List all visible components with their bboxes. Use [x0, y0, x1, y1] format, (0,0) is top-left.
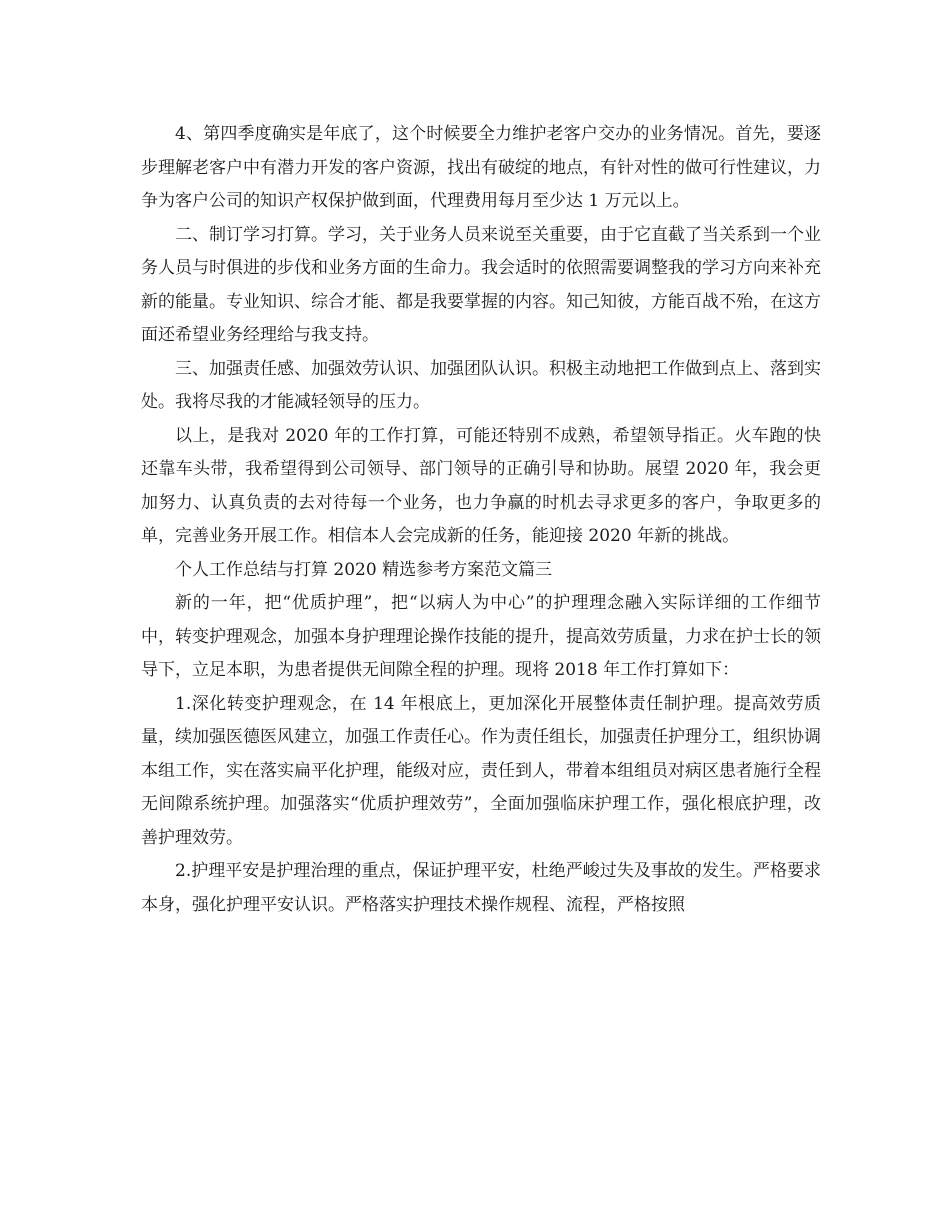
paragraph-new-year-intro: 新的一年，把“优质护理”，把“以病人为中心”的护理理念融入实际详细的工作细节中，转变护理观念，加强本身护理理论操作技能的提升，提高效劳质量，力求在护士长的领导下，立足本职，为患者提供无间隙全程的护理。现将 2018 年工作打算如下： — [141, 593, 821, 680]
paragraph-responsibility: 三、加强责任感、加强效劳认识、加强团队认识。积极主动地把工作做到点上、落到实处。我将尽我的才能减轻领导的压力。 — [141, 358, 821, 412]
paragraph-item-2: 2.护理平安是护理治理的重点，保证护理平安，杜绝严峻过失及事故的发生。严格要求本身，强化护理平安认识。严格落实护理技术操作规程、流程，严格按照 — [141, 861, 821, 915]
paragraph-q4-clients: 4、第四季度确实是年底了，这个时候要全力维护老客户交办的业务情况。首先，要逐步理解老客户中有潜力开发的客户资源，找出有破绽的地点，有针对性的做可行性建议，力争为客户公司的知识产权保护做到面，代理费用每月至少达 1 万元以上。 — [141, 124, 821, 211]
paragraph-study-plan: 二、制订学习打算。学习，关于业务人员来说至关重要，由于它直截了当关系到一个业务人员与时俱进的步伐和业务方面的生命力。我会适时的依照需要调整我的学习方向来补充新的能量。专业知识、综合才能、都是我要掌握的内容。知己知彼，方能百战不殆，在这方面还希望业务经理给与我支持。 — [141, 224, 821, 345]
document-body — [141, 118, 821, 922]
paragraph-item-1: 1.深化转变护理观念，在 14 年根底上，更加深化开展整体责任制护理。提高效劳质量，续加强医德医风建立，加强工作责任心。作为责任组长，加强责任护理分工，组织协调本组工作，实在落实扁平化护理，能级对应，责任到人，带着本组组员对病区患者施行全程无间隙系统护理。加强落实“优质护理效劳”，全面加强临床护理工作，强化根底护理，改善护理效劳。 — [141, 693, 821, 848]
paragraph-conclusion: 以上，是我对 2020 年的工作打算，可能还特别不成熟，希望领导指正。火车跑的快还靠车头带，我希望得到公司领导、部门领导的正确引导和协助。展望 2020 年，我会更加努力、认真负责的去对待每一个业务，也力争赢的时机去寻求更多的客户，争取更多的单，完善业务开展工作。相信本人会完成新的任务，能迎接 2020 年新的挑战。 — [141, 425, 821, 546]
section-heading: 个人工作总结与打算 2020 精选参考方案范文篇三 — [175, 559, 553, 580]
